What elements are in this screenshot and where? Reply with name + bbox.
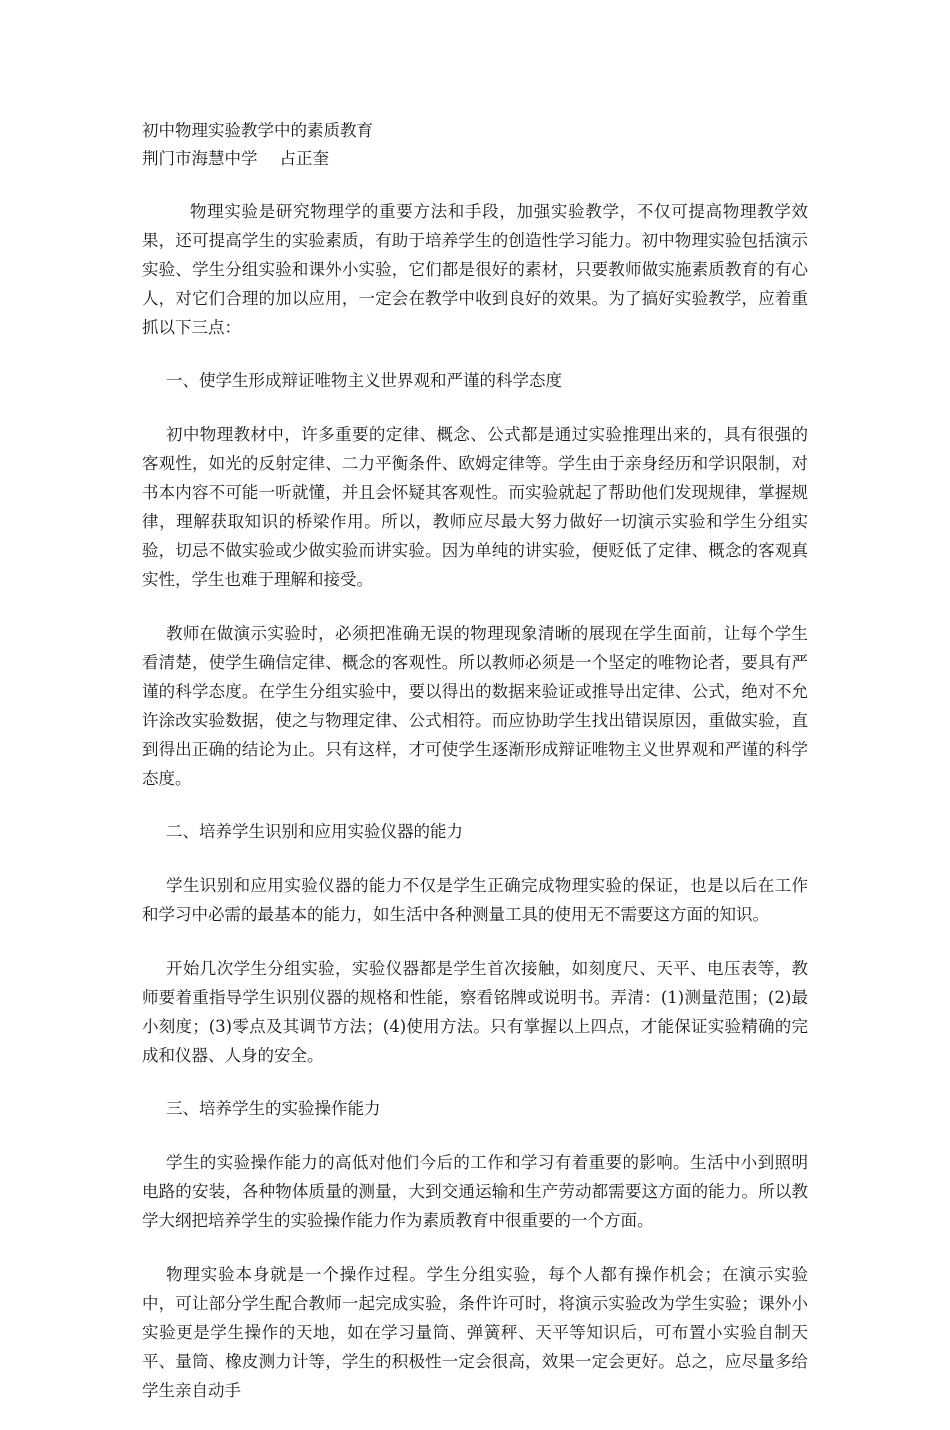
- body-paragraph: 开始几次学生分组实验，实验仪器都是学生首次接触，如刻度尺、天平、电压表等，教师要着重指导学生识别仪器的规格和性能，察看铭牌或说明书。弄清：(1)测量范围；(2)最小刻度；(3)零点及其调节方法；(4)使用方法。只有掌握以上四点，才能保证实验精确的完成和仪器、人身的安全。: [142, 959, 808, 1065]
- author-name: 占正奎: [279, 149, 329, 168]
- intro-paragraph: 物理实验是研究物理学的重要方法和手段，加强实验教学，不仅可提高物理教学效果，还可提高学生的实验素质，有助于培养学生的创造性学习能力。初中物理实验包括演示实验、学生分组实验和课外小实验，它们都是很好的素材，只要教师做实施素质教育的有心人，对它们合理的加以应用，一定会在教学中收到良好的效果。为了搞好实验教学，应着重抓以下三点：: [142, 202, 808, 337]
- body-paragraph: 物理实验本身就是一个操作过程。学生分组实验，每个人都有操作机会；在演示实验中，可让部分学生配合教师一起完成实验，条件许可时，将演示实验改为学生实验；课外小实验更是学生操作的天地，如在学习量筒、弹簧秤、天平等知识后，可布置小实验自制天平、量筒、橡皮测力计等，学生的积极性一定会很高，效果一定会更好。总之，应尽量多给学生亲自动手: [142, 1265, 808, 1400]
- section-heading-2: 二、培养学生识别和应用实验仪器的能力: [166, 822, 463, 841]
- body-paragraph: 学生的实验操作能力的高低对他们今后的工作和学习有着重要的影响。生活中小到照明电路的安装，各种物体质量的测量，大到交通运输和生产劳动都需要这方面的能力。所以教学大纲把培养学生的实验操作能力作为素质教育中很重要的一个方面。: [142, 1153, 808, 1230]
- body-paragraph: 学生识别和应用实验仪器的能力不仅是学生正确完成物理实验的保证，也是以后在工作和学习中必需的最基本的能力，如生活中各种测量工具的使用无不需要这方面的知识。: [142, 876, 808, 924]
- body-paragraph: 教师在做演示实验时，必须把准确无误的物理现象清晰的展现在学生面前，让每个学生看清楚，使学生确信定律、概念的客观性。所以教师必须是一个坚定的唯物论者，要具有严谨的科学态度。在学生分组实验中，要以得出的数据来验证或推导出定律、公式，绝对不允许涂改实验数据，使之与物理定律、公式相符。而应协助学生找出错误原因，重做实验，直到得出正确的结论为止。只有这样，才可使学生逐渐形成辩证唯物主义世界观和严谨的科学态度。: [142, 624, 808, 788]
- document-body: [142, 117, 808, 1430]
- document-author: [142, 145, 808, 173]
- author-school: 荆门市海慧中学: [142, 149, 258, 168]
- section-heading-3: 三、培养学生的实验操作能力: [166, 1099, 381, 1118]
- document-title: 初中物理实验教学中的素质教育: [142, 121, 373, 140]
- body-paragraph: 初中物理教材中，许多重要的定律、概念、公式都是通过实验推理出来的，具有很强的客观性，如光的反射定律、二力平衡条件、欧姆定律等。学生由于亲身经历和学识限制，对书本内容不可能一听就懂，并且会怀疑其客观性。而实验就起了帮助他们发现规律，掌握规律，理解获取知识的桥梁作用。所以，教师应尽最大努力做好一切演示实验和学生分组实验，切忌不做实验或少做实验而讲实验。因为单纯的讲实验，便贬低了定律、概念的客观真实性，学生也难于理解和接受。: [142, 425, 808, 589]
- section-heading-1: 一、使学生形成辩证唯物主义世界观和严谨的科学态度: [166, 371, 562, 390]
